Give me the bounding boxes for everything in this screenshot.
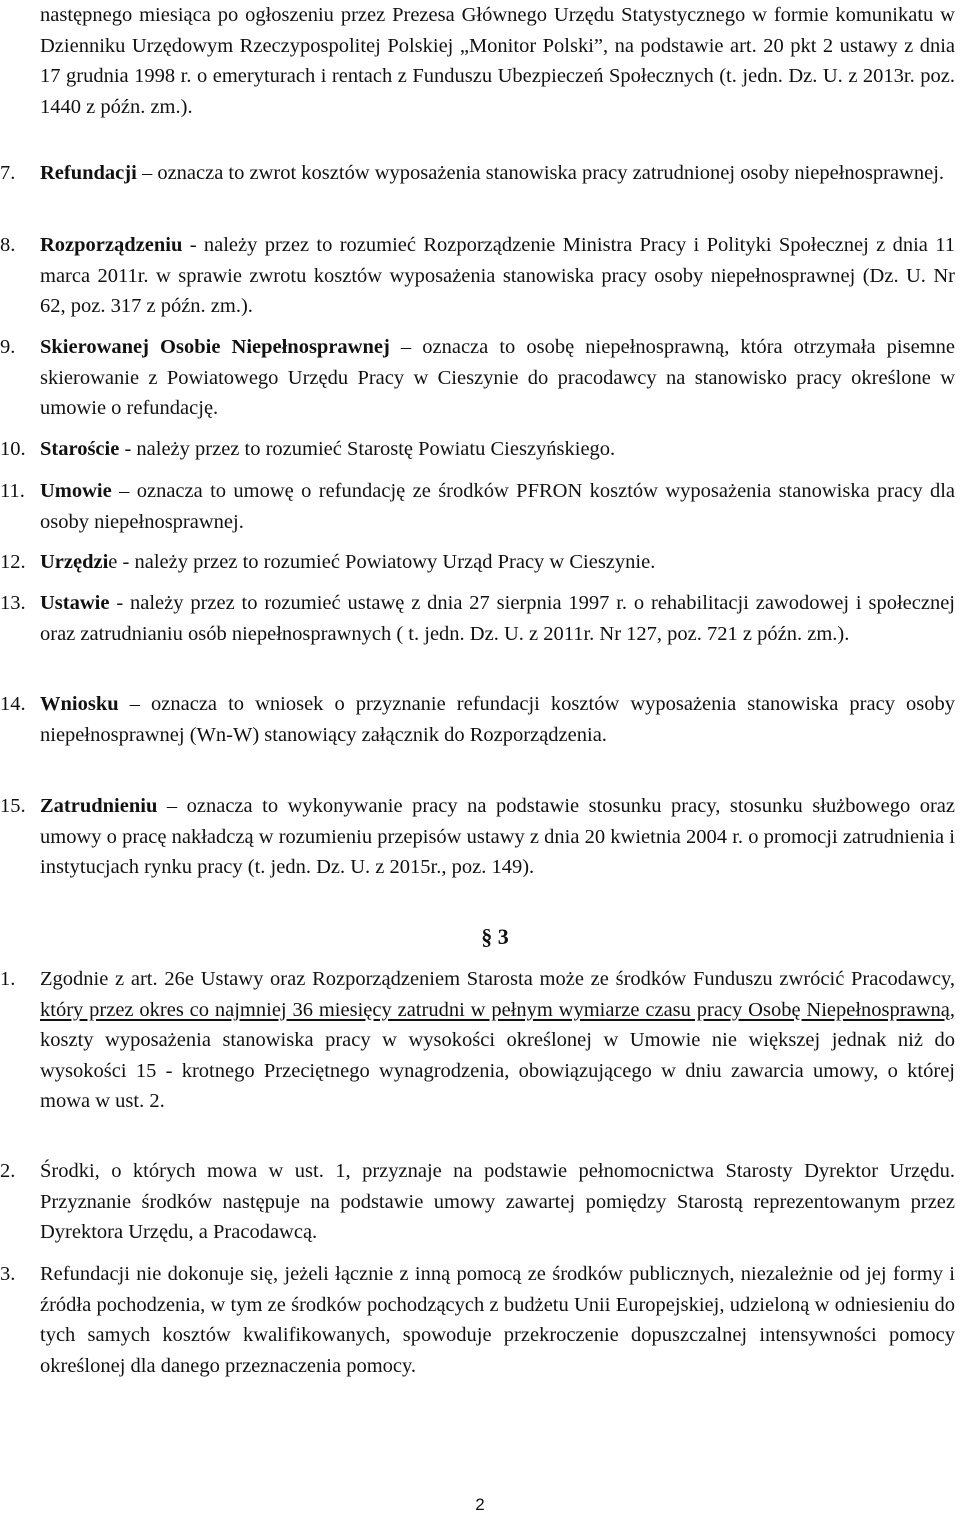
definition-text: - należy przez to rozumieć Rozporządzenie Ministra Pracy i Polityki Społecznej z dnia 11 marca 2011r. w sprawie zwrotu kosztów wyposażenia stanowiska pracy osoby niepełnosprawnej (Dz. U. Nr 62, poz. 317 z późn. zm.).	[40, 234, 955, 317]
paragraph-text: , koszty wyposażenia stanowiska pracy w wysokości określonej w Umowie nie większej jednak niż do wysokości 15 - krotnego Przeciętnego wynagrodzenia, obowiązującego w dniu zawarcia umowy, o której mowa w ust. 2.	[40, 998, 955, 1112]
definition-text: – oznacza to wykonywanie pracy na podstawie stosunku pracy, stosunku służbowego oraz umowy o pracę nakładczą w rozumieniu przepisów ustawy z dnia 20 kwietnia 2004 r. o promocji zatrudnienia i instytucjach rynku pracy (t. jedn. Dz. U. z 2015r., poz. 149).	[40, 795, 955, 878]
underlined-condition: który przez okres co najmniej 36 miesięcy zatrudni w pełnym wymiarze czasu pracy Osobę Niepełnosprawną	[40, 998, 950, 1021]
definition-item	[0, 230, 955, 322]
item-number: 9.	[0, 336, 16, 358]
paragraph-item	[0, 1156, 955, 1248]
defined-term: Zatrudnieniu	[40, 795, 158, 817]
page-number: 2	[475, 1495, 485, 1514]
paragraph-number: 2.	[0, 1160, 16, 1182]
definition-item	[0, 332, 955, 424]
definition-text: - należy przez to rozumieć Starostę Powiatu Cieszyńskiego.	[119, 438, 616, 460]
defined-term: Wniosku	[40, 693, 119, 715]
paragraph-body: Środki, o których mowa w ust. 1, przyznaje na podstawie pełnomocnictwa Starosty Dyrektor Urzędu. Przyznanie środków następuje na podstawie umowy zawartej pomiędzy Starostą reprezentowanym przez Dyrektora Urzędu, a Pracodawcą.	[40, 1160, 955, 1243]
defined-term: Staroście	[40, 438, 120, 460]
paragraph-number: 1.	[0, 968, 16, 990]
item-body	[40, 588, 955, 649]
definition-item	[0, 791, 955, 883]
item-body	[40, 689, 955, 750]
paragraph-number: 3.	[0, 1263, 16, 1285]
defined-term: Refundacji	[40, 162, 137, 184]
defined-term: Ustawie	[40, 592, 110, 614]
defined-term: Urzędzi	[40, 551, 109, 573]
paragraph-text: Zgodnie z art. 26e Ustawy oraz Rozporządzeniem Starosta może ze środków Funduszu zwrócić Pracodawcy,	[40, 968, 955, 990]
definition-text: e - należy przez to rozumieć Powiatowy Urząd Pracy w Cieszynie.	[108, 551, 656, 573]
definition-item	[0, 689, 955, 750]
item-body	[40, 230, 955, 322]
item-number: 10.	[0, 438, 26, 460]
item-number: 13.	[0, 592, 26, 614]
intro-continuation: następnego miesiąca po ogłoszeniu przez Prezesa Głównego Urzędu Statystycznego w formie komunikatu w Dzienniku Urzędowym Rzeczypospolitej Polskiej „Monitor Polski”, na podstawie art. 20 pkt 2 ustawy z dnia 17 grudnia 1998 r. o emeryturach i rentach z Funduszu Ubezpieczeń Społecznych (t. jedn. Dz. U. z 2013r. poz. 1440 z późn. zm.).	[40, 4, 955, 118]
definition-text: – oznacza to wniosek o przyznanie refundacji kosztów wyposażenia stanowiska pracy osoby niepełnosprawnej (Wn-W) stanowiący załącznik do Rozporządzenia.	[40, 693, 955, 746]
item-number: 14.	[0, 693, 26, 715]
item-body	[40, 476, 955, 537]
item-body	[40, 158, 955, 189]
item-body	[40, 332, 955, 424]
item-number: 8.	[0, 234, 16, 256]
item-number: 15.	[0, 795, 26, 817]
defined-term: Umowie	[40, 480, 112, 502]
paragraph-item	[0, 964, 955, 1117]
defined-term: Rozporządzeniu	[40, 234, 183, 256]
paragraph-body	[40, 964, 955, 1117]
definition-text: – oznacza to osobę niepełnosprawną, która otrzymała pisemne skierowanie z Powiatowego Urzędu Pracy w Cieszynie do pracodawcy na stanowisko pracy określone w umowie o refundację.	[40, 336, 956, 419]
definition-item	[0, 547, 955, 578]
section-heading	[0, 922, 960, 952]
definition-item	[0, 588, 955, 649]
definition-item	[0, 158, 955, 189]
item-body	[40, 791, 955, 883]
paragraph-item	[0, 1259, 955, 1381]
defined-term: Skierowanej Osobie Niepełnosprawnej	[40, 336, 390, 358]
section-heading-text: § 3	[481, 924, 509, 949]
item-number: 7.	[0, 162, 16, 184]
definition-item	[0, 434, 955, 465]
item-body	[40, 434, 955, 465]
definition-text: - należy przez to rozumieć ustawę z dnia 27 sierpnia 1997 r. o rehabilitacji zawodowej i społecznej oraz zatrudnianiu osób niepełnosprawnych ( t. jedn. Dz. U. z 2011r. Nr 127, poz. 721 z późn. zm.).	[40, 592, 955, 645]
paragraph-body: Refundacji nie dokonuje się, jeżeli łącznie z inną pomocą ze środków publicznych, niezależnie od jej formy i źródła pochodzenia, w tym ze środków pochodzących z budżetu Unii Europejskiej, udzieloną w odniesieniu do tych samych kosztów kwalifikowanych, spowoduje przekroczenie dopuszczalnej intensywności pomocy określonej dla danego przeznaczenia pomocy.	[40, 1263, 955, 1377]
item-body	[40, 547, 955, 578]
item-number: 11.	[0, 480, 25, 502]
definition-item	[0, 476, 955, 537]
definition-text: – oznacza to zwrot kosztów wyposażenia stanowiska pracy zatrudnionej osoby niepełnosprawnej.	[136, 162, 945, 184]
item-number: 12.	[0, 551, 26, 573]
definition-text: – oznacza to umowę o refundację ze środków PFRON kosztów wyposażenia stanowiska pracy dla osoby niepełnosprawnej.	[40, 480, 955, 533]
